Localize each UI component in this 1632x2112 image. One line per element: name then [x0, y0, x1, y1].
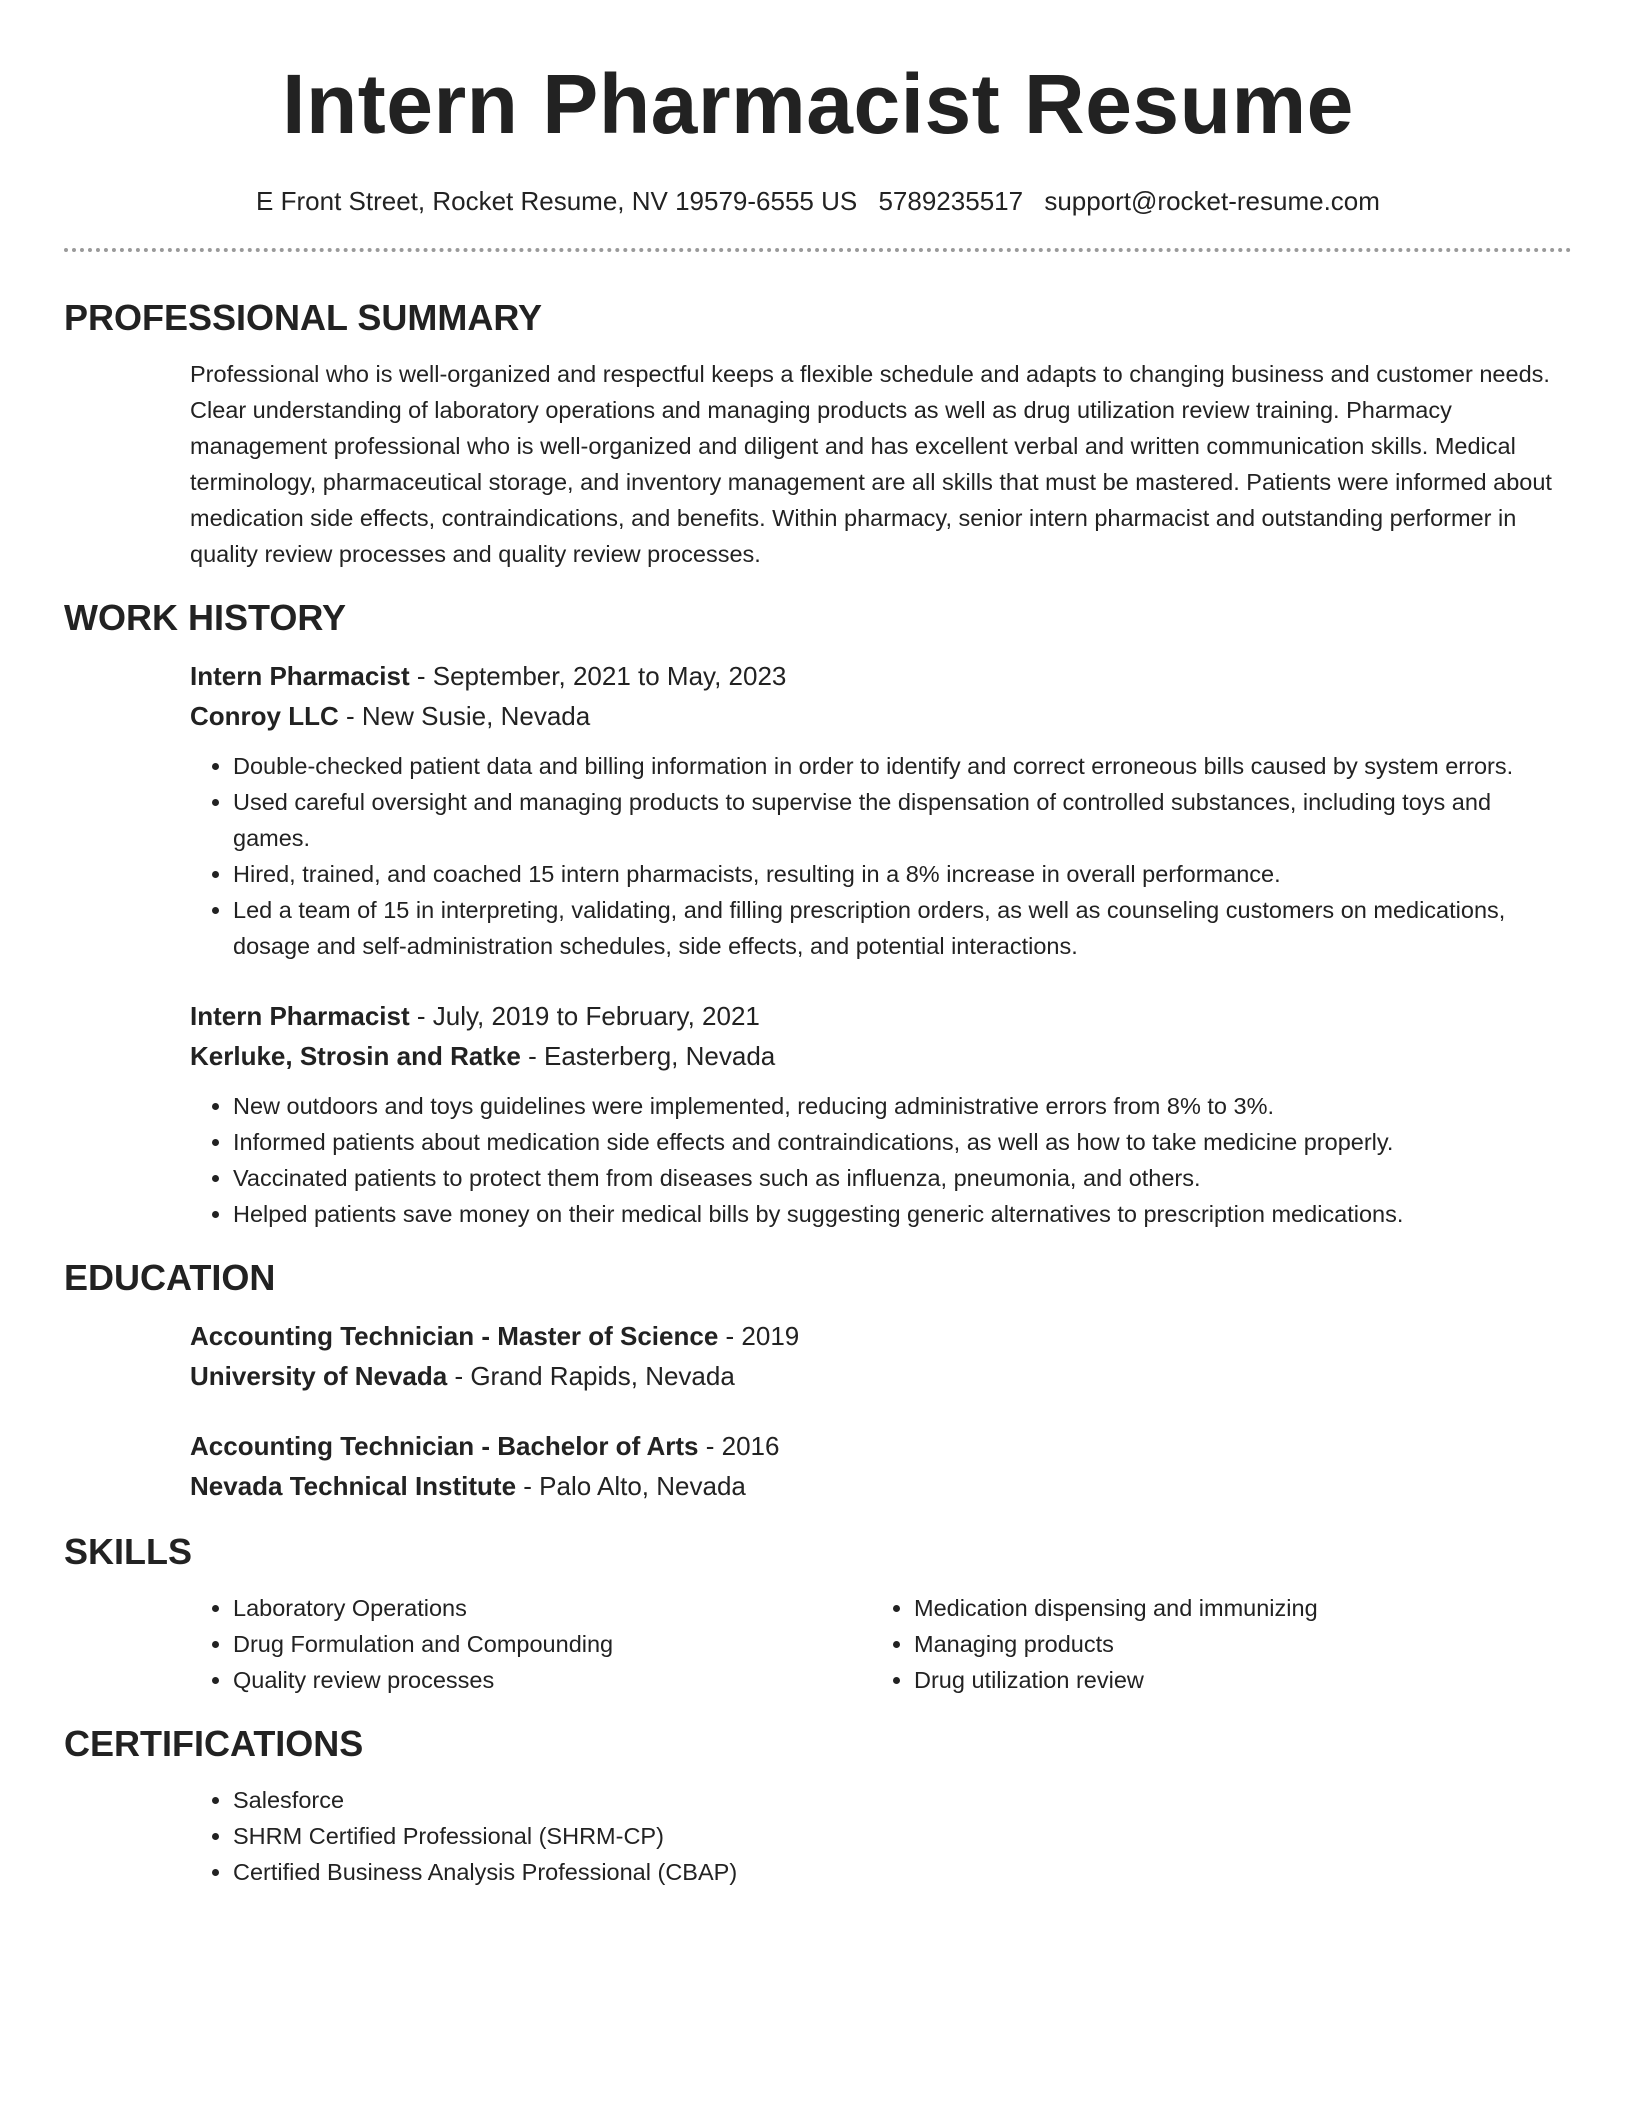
list-item: • Double-checked patient data and billing information in order to identify and correct erroneous bills caused by system errors. [233, 748, 1572, 784]
contact-line [64, 184, 1572, 218]
list-item: • SHRM Certified Professional (SHRM-CP) [233, 1818, 1572, 1854]
education-section [190, 1316, 1572, 1506]
resume-page [64, 0, 1572, 1890]
summary-text: Professional who is well-organized and respectful keeps a flexible schedule and adapts to changing business and customer needs. Clear understanding of laboratory operations and managing products as well as drug utilization review training. Pharmacy management professional who is well-organized and diligent and has excellent verbal and written communication skills. Medical terminology, pharmaceutical storage, and inventory management are all skills that must be mastered. Patients were informed about medication side effects, contraindications, and benefits. Within pharmacy, senior intern pharmacist and outstanding performer in quality review processes and quality review processes. [190, 361, 1552, 567]
job-title-line [190, 996, 1572, 1036]
school: Nevada Technical Institute [190, 1471, 517, 1501]
list-item: • Medication dispensing and immunizing [914, 1590, 1571, 1626]
job-dates: - July, 2019 to February, 2021 [409, 1001, 760, 1031]
list-item: • Laboratory Operations [233, 1590, 871, 1626]
resume-title: Intern Pharmacist Resume [282, 57, 1354, 151]
list-item: • Drug utilization review [914, 1662, 1571, 1698]
contact-email: support@rocket-resume.com [1044, 186, 1380, 216]
degree: Accounting Technician - Master of Science [190, 1321, 719, 1351]
list-item: • Managing products [914, 1626, 1571, 1662]
job-title: Intern Pharmacist [190, 661, 410, 691]
job-dates: - September, 2021 to May, 2023 [409, 661, 787, 691]
list-item: • New outdoors and toys guidelines were implemented, reducing administrative errors from 8% to 3%. [233, 1088, 1572, 1124]
skills-list [190, 1590, 871, 1698]
degree-line [190, 1426, 1572, 1466]
contact-address: E Front Street, Rocket Resume, NV 19579-6555 US [256, 186, 858, 216]
school-location: - Grand Rapids, Nevada [447, 1361, 735, 1391]
job-location: - Easterberg, Nevada [520, 1041, 776, 1071]
list-item: • Quality review processes [233, 1662, 871, 1698]
list-item: • Used careful oversight and managing products to supervise the dispensation of controlled substances, including toys and games. [233, 784, 1572, 856]
skills-section [190, 1590, 1572, 1698]
job-bullets [190, 748, 1572, 964]
skills-column-left [190, 1590, 871, 1698]
degree-line [190, 1316, 1572, 1356]
school-location: - Palo Alto, Nevada [516, 1471, 746, 1501]
list-item: • Informed patients about medication side effects and contraindications, as well as how to take medicine properly. [233, 1124, 1572, 1160]
job-company-line [190, 696, 1572, 736]
job-entry [190, 656, 1572, 964]
work-heading: WORK HISTORY [64, 597, 347, 638]
job-company: Kerluke, Strosin and Ratke [190, 1041, 521, 1071]
skills-list [871, 1590, 1571, 1698]
job-location: - New Susie, Nevada [338, 701, 591, 731]
contact-phone: 5789235517 [878, 186, 1024, 216]
summary-heading: PROFESSIONAL SUMMARY [64, 297, 543, 338]
job-title: Intern Pharmacist [190, 1001, 410, 1031]
skills-heading: SKILLS [64, 1531, 193, 1572]
list-item: • Hired, trained, and coached 15 intern pharmacists, resulting in a 8% increase in overall performance. [233, 856, 1572, 892]
work-section [190, 656, 1572, 1232]
list-item: • Led a team of 15 in interpreting, validating, and filling prescription orders, as well as counseling customers on medications, dosage and self-administration schedules, side effects, and potential interactions. [233, 892, 1572, 964]
education-entry [190, 1316, 1572, 1396]
summary-section [190, 356, 1572, 572]
list-item: • Certified Business Analysis Professional (CBAP) [233, 1854, 1572, 1890]
certifications-list [190, 1782, 1572, 1890]
list-item: • Helped patients save money on their medical bills by suggesting generic alternatives to prescription medications. [233, 1196, 1572, 1232]
skills-column-right [871, 1590, 1571, 1698]
list-item: • Drug Formulation and Compounding [233, 1626, 871, 1662]
education-entry [190, 1426, 1572, 1506]
degree: Accounting Technician - Bachelor of Arts [190, 1431, 699, 1461]
certifications-section [190, 1782, 1572, 1890]
job-company-line [190, 1036, 1572, 1076]
school-line [190, 1356, 1572, 1396]
school-line [190, 1466, 1572, 1506]
header-divider [64, 248, 1572, 252]
job-entry [190, 996, 1572, 1232]
list-item: • Salesforce [233, 1782, 1572, 1818]
job-bullets [190, 1088, 1572, 1232]
job-title-line [190, 656, 1572, 696]
school: University of Nevada [190, 1361, 448, 1391]
degree-year: - 2016 [698, 1431, 780, 1461]
degree-year: - 2019 [718, 1321, 800, 1351]
education-heading: EDUCATION [64, 1257, 276, 1298]
job-company: Conroy LLC [190, 701, 339, 731]
certifications-heading: CERTIFICATIONS [64, 1723, 364, 1764]
list-item: • Vaccinated patients to protect them from diseases such as influenza, pneumonia, and others. [233, 1160, 1572, 1196]
